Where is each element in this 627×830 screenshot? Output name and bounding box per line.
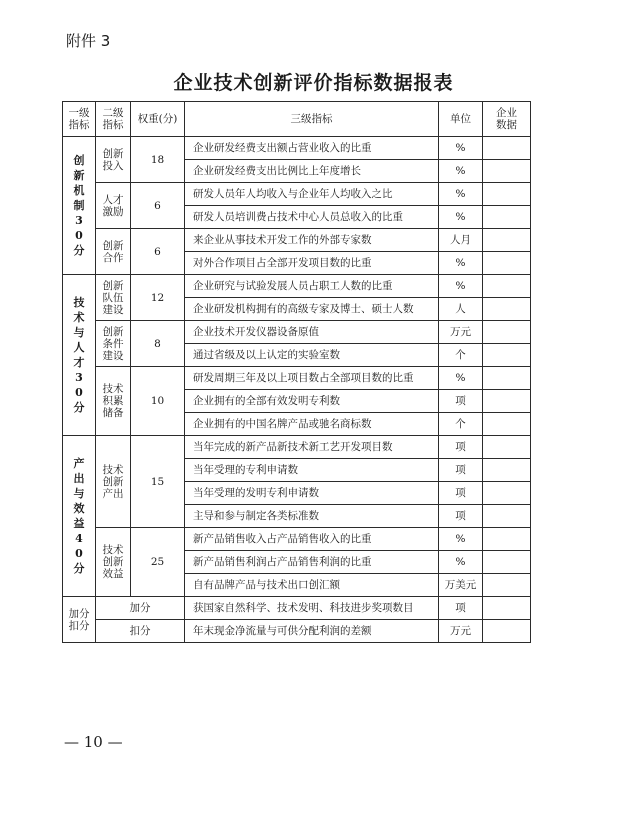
- data-cell[interactable]: [483, 620, 531, 643]
- indicator-cell: 自有品牌产品与技术出口创汇额: [185, 574, 439, 597]
- table-row: [63, 367, 531, 390]
- unit-cell: 万元: [439, 620, 483, 643]
- unit-cell: 个: [439, 413, 483, 436]
- weight-incentive: 6: [131, 183, 185, 229]
- indicator-cell: 年末现金净流量与可供分配利润的差额: [185, 620, 439, 643]
- data-cell[interactable]: [483, 436, 531, 459]
- indicator-cell: 通过省级及以上认定的实验室数: [185, 344, 439, 367]
- table-row: [63, 275, 531, 298]
- header-unit: 单位: [439, 102, 483, 137]
- weight-benefit: 25: [131, 528, 185, 597]
- indicator-cell: 获国家自然科学、技术发明、科技进步奖项数目: [185, 597, 439, 620]
- table-row: [63, 183, 531, 206]
- indicator-cell: 研发人员培训费占技术中心人员总收入的比重: [185, 206, 439, 229]
- group-bonus: 加分 扣分: [63, 597, 96, 643]
- data-cell[interactable]: [483, 390, 531, 413]
- subgroup-benefit: 技术 创新 效益: [96, 528, 131, 597]
- indicator-cell: 主导和参与制定各类标准数: [185, 505, 439, 528]
- indicator-cell: 对外合作项目占全部开发项目数的比重: [185, 252, 439, 275]
- data-cell[interactable]: [483, 275, 531, 298]
- page-number: — 10 —: [64, 733, 123, 751]
- unit-cell: %: [439, 183, 483, 206]
- data-cell[interactable]: [483, 551, 531, 574]
- unit-cell: 项: [439, 436, 483, 459]
- data-cell[interactable]: [483, 229, 531, 252]
- data-cell[interactable]: [483, 344, 531, 367]
- data-cell[interactable]: [483, 482, 531, 505]
- data-cell[interactable]: [483, 505, 531, 528]
- data-cell[interactable]: [483, 574, 531, 597]
- subgroup-deduct: 扣分: [96, 620, 185, 643]
- subgroup-invest: 创新 投入: [96, 137, 131, 183]
- table-row: [63, 321, 531, 344]
- indicator-cell: 当年受理的专利申请数: [185, 459, 439, 482]
- indicator-cell: 企业研发经费支出额占营业收入的比重: [185, 137, 439, 160]
- indicator-cell: 新产品销售收入占产品销售收入的比重: [185, 528, 439, 551]
- unit-cell: %: [439, 252, 483, 275]
- data-cell[interactable]: [483, 206, 531, 229]
- unit-cell: %: [439, 367, 483, 390]
- data-cell[interactable]: [483, 367, 531, 390]
- indicator-cell: 新产品销售利润占产品销售利润的比重: [185, 551, 439, 574]
- data-cell[interactable]: [483, 413, 531, 436]
- data-cell[interactable]: [483, 298, 531, 321]
- header-level1: 一级 指标: [63, 102, 96, 137]
- weight-tech-output: 15: [131, 436, 185, 528]
- indicator-cell: 当年受理的发明专利申请数: [185, 482, 439, 505]
- header-weight: 权重(分): [131, 102, 185, 137]
- unit-cell: 项: [439, 459, 483, 482]
- indicator-cell: 研发周期三年及以上项目数占全部项目数的比重: [185, 367, 439, 390]
- data-cell[interactable]: [483, 597, 531, 620]
- table-row: [63, 229, 531, 252]
- indicator-cell: 企业研发经费支出比例比上年度增长: [185, 160, 439, 183]
- unit-cell: 人: [439, 298, 483, 321]
- subgroup-reserve: 技术 积累 储备: [96, 367, 131, 436]
- indicator-cell: 来企业从事技术开发工作的外部专家数: [185, 229, 439, 252]
- table-row: [63, 620, 531, 643]
- table-row: [63, 137, 531, 160]
- unit-cell: 万元: [439, 321, 483, 344]
- group-talent: 技术与人才30分: [63, 275, 96, 436]
- unit-cell: 人月: [439, 229, 483, 252]
- indicator-cell: 企业拥有的中国名牌产品或驰名商标数: [185, 413, 439, 436]
- unit-cell: 万美元: [439, 574, 483, 597]
- weight-cond: 8: [131, 321, 185, 367]
- unit-cell: 项: [439, 482, 483, 505]
- subgroup-tech-output: 技术 创新 产出: [96, 436, 131, 528]
- unit-cell: %: [439, 528, 483, 551]
- subgroup-coop: 创新 合作: [96, 229, 131, 275]
- unit-cell: %: [439, 160, 483, 183]
- unit-cell: %: [439, 206, 483, 229]
- document-title: 企业技术创新评价指标数据报表: [173, 72, 454, 94]
- subgroup-cond: 创新 条件 建设: [96, 321, 131, 367]
- header-level3: 三级指标: [185, 102, 439, 137]
- data-cell[interactable]: [483, 459, 531, 482]
- unit-cell: 项: [439, 390, 483, 413]
- data-cell[interactable]: [483, 528, 531, 551]
- indicator-cell: 研发人员年人均收入与企业年人均收入之比: [185, 183, 439, 206]
- indicator-cell: 企业拥有的全部有效发明专利数: [185, 390, 439, 413]
- unit-cell: 个: [439, 344, 483, 367]
- unit-cell: 项: [439, 597, 483, 620]
- header-level2: 二级 指标: [96, 102, 131, 137]
- data-cell[interactable]: [483, 183, 531, 206]
- indicator-cell: 企业研发机构拥有的高级专家及博士、硕士人数: [185, 298, 439, 321]
- subgroup-team: 创新 队伍 建设: [96, 275, 131, 321]
- table-row: [63, 436, 531, 459]
- weight-team: 12: [131, 275, 185, 321]
- table-row: [63, 528, 531, 551]
- group-output: 产出与效益40分: [63, 436, 96, 597]
- table-header-row: [63, 102, 531, 137]
- indicator-table: [62, 101, 531, 643]
- unit-cell: %: [439, 137, 483, 160]
- attachment-label: 附件 3: [66, 32, 111, 50]
- indicator-cell: 当年完成的新产品新技术新工艺开发项目数: [185, 436, 439, 459]
- indicator-cell: 企业技术开发仪器设备原值: [185, 321, 439, 344]
- weight-coop: 6: [131, 229, 185, 275]
- weight-reserve: 10: [131, 367, 185, 436]
- group-mechanism: 创新机制30分: [63, 137, 96, 275]
- table-row: [63, 597, 531, 620]
- weight-invest: 18: [131, 137, 185, 183]
- unit-cell: %: [439, 275, 483, 298]
- header-data: 企业 数据: [483, 102, 531, 137]
- unit-cell: %: [439, 551, 483, 574]
- subgroup-add: 加分: [96, 597, 185, 620]
- indicator-cell: 企业研究与试验发展人员占职工人数的比重: [185, 275, 439, 298]
- data-cell[interactable]: [483, 160, 531, 183]
- subgroup-incentive: 人才 激励: [96, 183, 131, 229]
- data-cell[interactable]: [483, 137, 531, 160]
- data-cell[interactable]: [483, 252, 531, 275]
- unit-cell: 项: [439, 505, 483, 528]
- data-cell[interactable]: [483, 321, 531, 344]
